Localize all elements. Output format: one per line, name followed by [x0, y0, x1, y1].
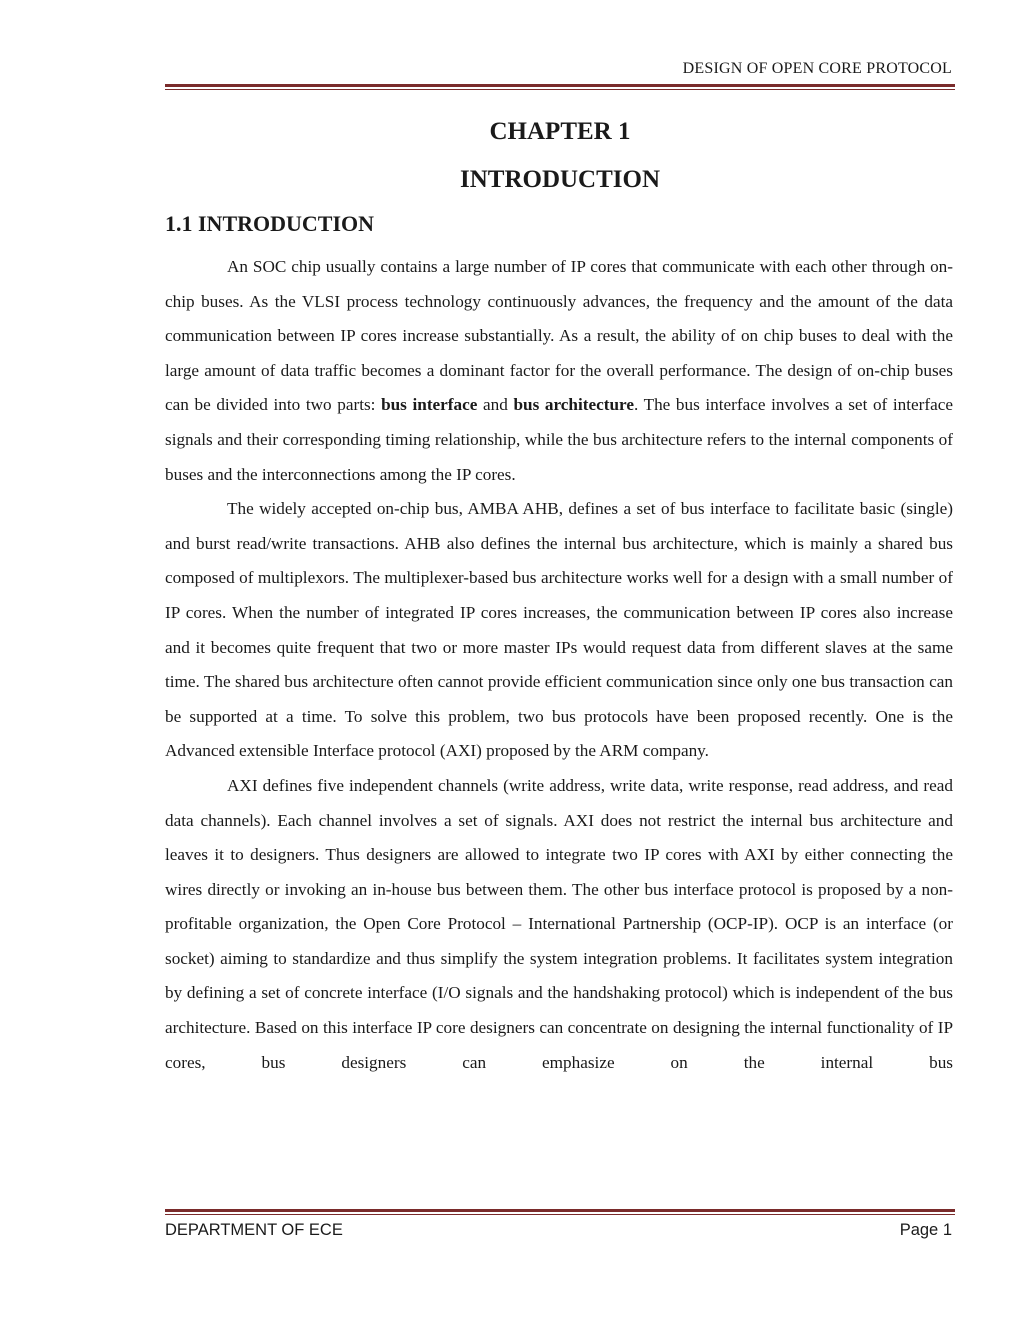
paragraph-1-text-c: . The bus interface involves a set of interface signals and their corresponding timing relationship, while the bus architecture refers to the internal components of buses and the interconnections among the IP cores. [165, 395, 954, 484]
paragraph-1-text-b: and [477, 395, 514, 415]
paragraph-1-text-a: An SOC chip usually contains a large number of IP cores that communicate with each other through on-chip buses. As the VLSI process technology continuously advances, the frequency and the amount of the data communication between IP cores increase substantially. As a result, the ability of on chip buses to deal with the large amount of data traffic becomes a dominant factor for the overall performance. The design of on-chip buses can be divided into two parts: [165, 257, 953, 415]
footer-rule-thin [165, 1214, 955, 1215]
chapter-title: INTRODUCTION [459, 166, 661, 193]
bold-term-bus-interface: bus interface [381, 395, 478, 415]
header-rule-thick [165, 84, 955, 87]
paragraph-2: The widely accepted on-chip bus, AMBA AHB, defines a set of bus interface to facilitate basic (single) and burst read/write transactions. AHB also defines the internal bus architecture, which is mainly a shared bus composed of multiplexors. The multiplexer-based bus architecture works well for a design with a small number of IP cores. When the number of integrated IP cores increases, the communication between IP cores also increase and it becomes quite frequent that two or more master IPs would request data from different slaves at the same time. The shared bus architecture often cannot provide efficient communication since only one bus transaction can be supported at a time. To solve this problem, two bus protocols have been proposed recently. One is the Advanced extensible Interface protocol (AXI) proposed by the ARM company. [165, 499, 953, 761]
header-rule-thin [165, 89, 955, 90]
bold-term-bus-architecture: bus architecture [513, 395, 634, 415]
footer-page-number: Page 1 [899, 1221, 952, 1239]
section-heading: 1.1 INTRODUCTION [165, 211, 375, 236]
footer-department: DEPARTMENT OF ECE [165, 1221, 343, 1239]
footer-rule-thick [165, 1209, 955, 1212]
paragraph-3: AXI defines five independent channels (write address, write data, write response, read address, and read data channels). Each channel involves a set of signals. AXI does not restrict the internal bus architecture and leaves it to designers. Thus designers are allowed to integrate two IP cores with AXI by either connecting the wires directly or invoking an in-house bus between them. The other bus interface protocol is proposed by a non-profitable organization, the Open Core Protocol – International Partnership (OCP-IP). OCP is an interface (or socket) aiming to standardize and thus simplify the system integration problems. It facilitates system integration by defining a set of concrete interface (I/O signals and the handshaking protocol) which is independent of the bus architecture. Based on this interface IP core designers can concentrate on designing the internal functionality of IP cores, bus designers can emphasize on the internal bus [165, 775, 953, 1072]
body-text [165, 250, 953, 1080]
chapter-number: CHAPTER 1 [489, 118, 631, 145]
running-header-title: DESIGN OF OPEN CORE PROTOCOL [682, 60, 952, 77]
paragraph-1 [165, 250, 953, 492]
